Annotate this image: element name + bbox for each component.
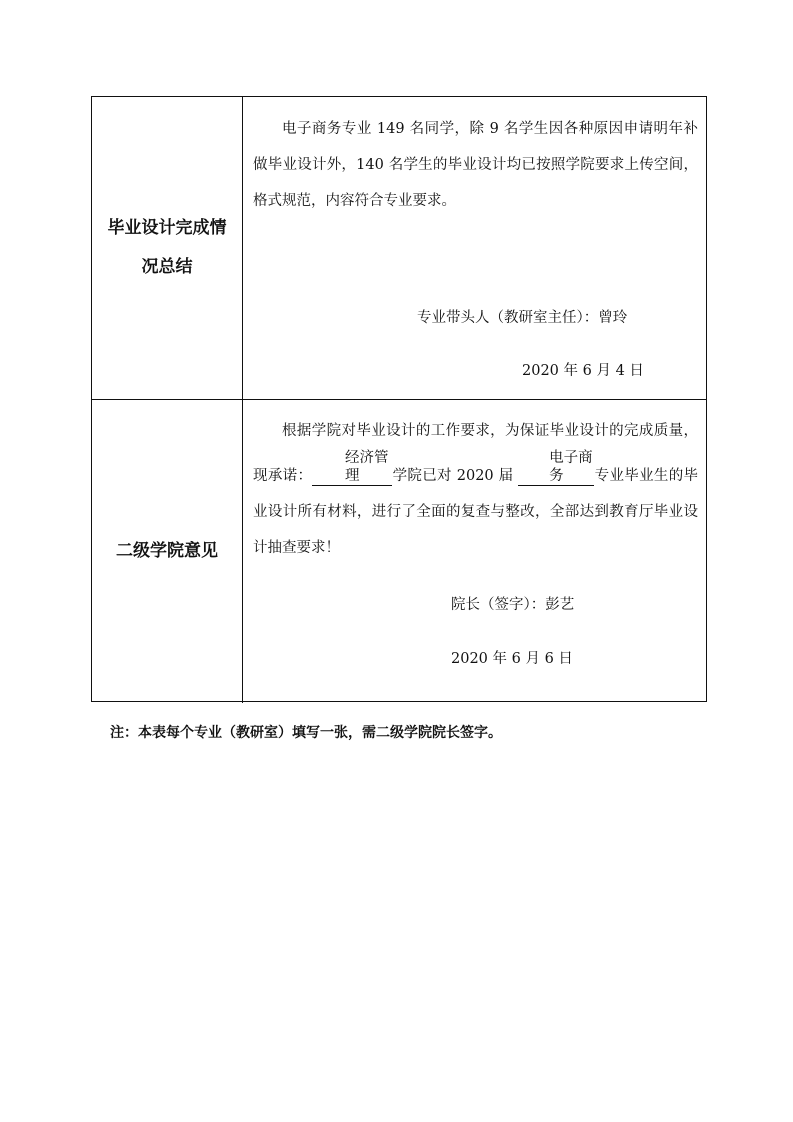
summary-row [92,97,706,400]
opinion-text-part2: 学院已对 2020 届 [392,468,519,484]
footnote: 注：本表每个专业（教研室）填写一张，需二级学院院长签字。 [110,725,502,741]
college-opinion-paragraph [253,413,698,566]
college-opinion-row [92,399,706,703]
summary-label [101,209,233,287]
summary-label-line1: 毕业设计完成情 [107,218,227,238]
summary-date: 2020 年 6 月 4 日 [522,363,644,379]
summary-label-cell [92,97,243,399]
college-name-field: 经济管理 [312,449,392,486]
summary-label-line2: 况总结 [141,257,193,277]
report-form-table [91,96,707,702]
major-name-field: 电子商务 [518,449,594,486]
college-opinion-content-cell [243,399,706,703]
summary-paragraph: 电子商务专业 149 名同学，除 9 名学生因各种原因申请明年补做毕业设计外，140 名学生的毕业设计均已按照学院要求上传空间，格式规范，内容符合专业要求。 [253,121,698,209]
college-opinion-date: 2020 年 6 月 6 日 [451,651,573,667]
opinion-text-part1: 根据学院对毕业设计的工作要求，为保证毕业设计的完成质量，现承诺： [253,423,698,484]
college-opinion-label: 二级学院意见 [116,540,218,561]
summary-signer: 专业带头人（教研室主任）：曾玲 [417,310,628,326]
summary-content-cell [243,97,706,399]
college-opinion-signer: 院长（签字）：彭艺 [451,597,575,613]
college-opinion-label-cell [92,399,243,703]
opinion-text-part3: 专业毕业生的毕业设计所有材料，进行了全面的复查与整改，全部达到教育厅毕业设计抽查要求！ [253,468,699,556]
